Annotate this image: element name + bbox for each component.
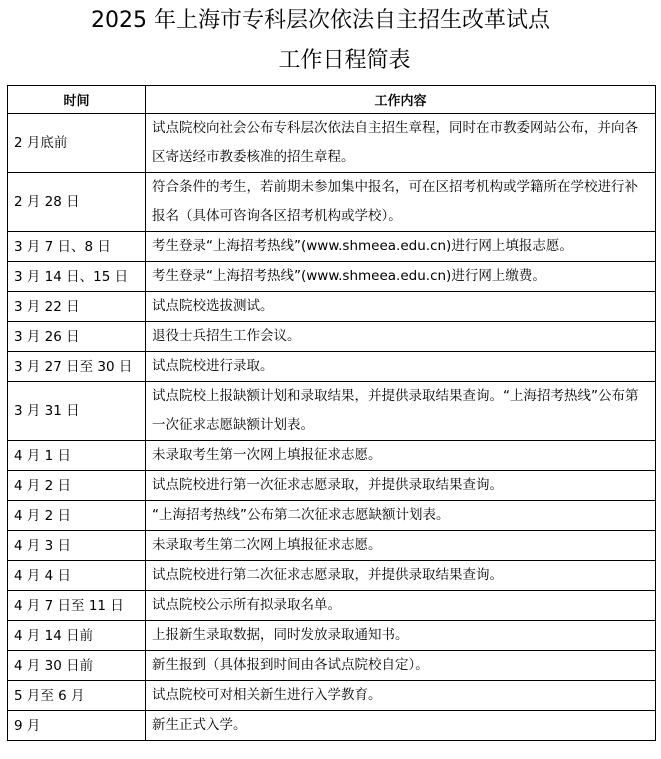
table-row (8, 352, 656, 382)
row-content: 新生正式入学。 (146, 711, 656, 741)
row-content: 符合条件的考生，若前期未参加集中报名，可在区招考机构或学籍所在学校进行补报名（具体可咨询各区招考机构或学校）。 (146, 173, 656, 232)
table-row (8, 471, 656, 501)
row-time: 2 月 28 日 (8, 173, 146, 232)
row-time: 4 月 2 日 (8, 501, 146, 531)
row-content: 新生报到（具体报到时间由各试点院校自定）。 (146, 651, 656, 681)
row-time: 4 月 2 日 (8, 471, 146, 501)
row-time: 2 月底前 (8, 114, 146, 173)
row-time: 3 月 27 日至 30 日 (8, 352, 146, 382)
row-time: 4 月 7 日至 11 日 (8, 591, 146, 621)
table-row (8, 651, 656, 681)
table-row (8, 711, 656, 741)
column-header-content: 工作内容 (146, 86, 656, 114)
row-content: 考生登录“上海招考热线”(www.shmeea.edu.cn)进行网上缴费。 (146, 262, 656, 292)
row-content: 试点院校向社会公布专科层次依法自主招生章程，同时在市教委网站公布，并向各区寄送经市教委核准的招生章程。 (146, 114, 656, 173)
table-row (8, 262, 656, 292)
row-content: 未录取考生第一次网上填报征求志愿。 (146, 441, 656, 471)
row-time: 3 月 14 日、15 日 (8, 262, 146, 292)
row-content: 试点院校选拔测试。 (146, 292, 656, 322)
table-row (8, 561, 656, 591)
table-row (8, 591, 656, 621)
table-row (8, 114, 656, 173)
row-time: 9 月 (8, 711, 146, 741)
row-content: 试点院校可对相关新生进行入学教育。 (146, 681, 656, 711)
table-row (8, 501, 656, 531)
row-time: 4 月 1 日 (8, 441, 146, 471)
schedule-table (7, 85, 656, 741)
row-content: 试点院校公示所有拟录取名单。 (146, 591, 656, 621)
table-row (8, 441, 656, 471)
row-content: 考生登录“上海招考热线”(www.shmeea.edu.cn)进行网上填报志愿。 (146, 232, 656, 262)
document-subtitle: 工作日程简表 (278, 48, 411, 73)
column-header-time: 时间 (8, 86, 146, 114)
row-content: 未录取考生第二次网上填报征求志愿。 (146, 531, 656, 561)
row-time: 4 月 3 日 (8, 531, 146, 561)
table-row (8, 322, 656, 352)
row-time: 4 月 14 日前 (8, 621, 146, 651)
row-content: 试点院校进行第二次征求志愿录取，并提供录取结果查询。 (146, 561, 656, 591)
table-row (8, 621, 656, 651)
table-row (8, 681, 656, 711)
row-time: 3 月 26 日 (8, 322, 146, 352)
row-content: 退役士兵招生工作会议。 (146, 322, 656, 352)
table-row (8, 531, 656, 561)
row-content: “上海招考热线”公布第二次征求志愿缺额计划表。 (146, 501, 656, 531)
row-content: 试点院校进行第一次征求志愿录取，并提供录取结果查询。 (146, 471, 656, 501)
table-row (8, 292, 656, 322)
row-content: 试点院校进行录取。 (146, 352, 656, 382)
table-header-row (8, 86, 656, 114)
document-title: 2025 年上海市专科层次依法自主招生改革试点 (91, 8, 550, 33)
row-time: 4 月 30 日前 (8, 651, 146, 681)
row-time: 3 月 7 日、8 日 (8, 232, 146, 262)
table-row (8, 232, 656, 262)
row-content: 上报新生录取数据，同时发放录取通知书。 (146, 621, 656, 651)
table-row (8, 173, 656, 232)
row-content: 试点院校上报缺额计划和录取结果，并提供录取结果查询。“上海招考热线”公布第一次征求志愿缺额计划表。 (146, 382, 656, 441)
table-row (8, 382, 656, 441)
row-time: 3 月 31 日 (8, 382, 146, 441)
row-time: 5 月至 6 月 (8, 681, 146, 711)
row-time: 4 月 4 日 (8, 561, 146, 591)
row-time: 3 月 22 日 (8, 292, 146, 322)
